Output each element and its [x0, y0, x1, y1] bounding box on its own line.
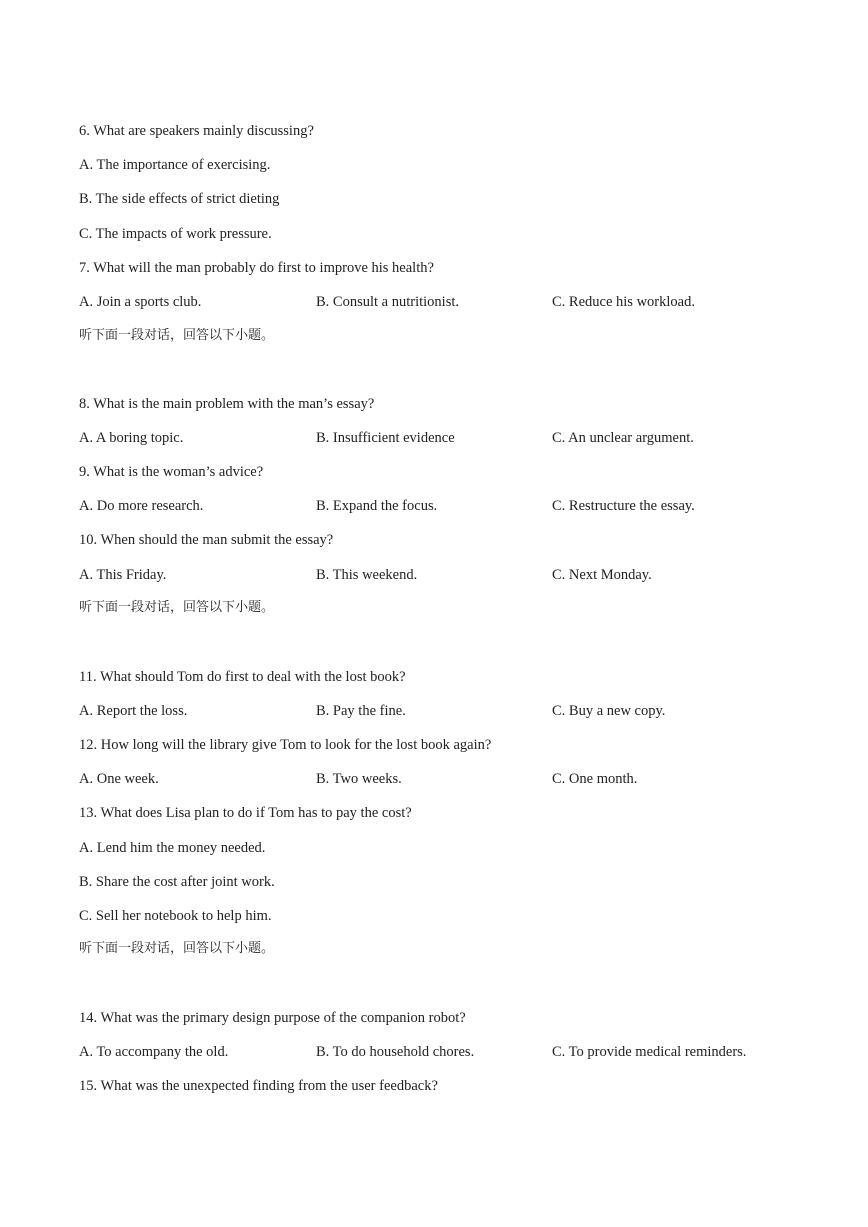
question-15: 15. What was the unexpected finding from the user feedback? [79, 1078, 438, 1094]
question-6: 6. What are speakers mainly discussing? [79, 123, 314, 139]
question-14-option-a: A. To accompany the old. [79, 1044, 229, 1060]
section-instruction: 听下面一段对话，回答以下小题。 [79, 328, 275, 343]
question-9-option-b: B. Expand the focus. [316, 498, 438, 514]
question-13: 13. What does Lisa plan to do if Tom has to pay the cost? [79, 805, 412, 821]
section-instruction: 听下面一段对话，回答以下小题。 [79, 600, 275, 615]
question-11-option-b: B. Pay the fine. [316, 703, 406, 719]
question-13-option-c: C. Sell her notebook to help him. [79, 908, 272, 924]
question-6-option-a: A. The importance of exercising. [79, 157, 271, 173]
question-8-option-b: B. Insufficient evidence [316, 430, 455, 446]
question-8-option-a: A. A boring topic. [79, 430, 184, 446]
question-9-option-c: C. Restructure the essay. [552, 498, 695, 514]
question-11-option-a: A. Report the loss. [79, 703, 188, 719]
question-10-option-b: B. This weekend. [316, 567, 418, 583]
question-9: 9. What is the woman’s advice? [79, 464, 264, 480]
question-10-option-c: C. Next Monday. [552, 567, 652, 583]
question-7-option-a: A. Join a sports club. [79, 294, 202, 310]
question-9-option-a: A. Do more research. [79, 498, 204, 514]
question-12-option-b: B. Two weeks. [316, 771, 402, 787]
question-11: 11. What should Tom do first to deal with the lost book? [79, 669, 406, 685]
question-13-option-b: B. Share the cost after joint work. [79, 874, 275, 890]
question-8: 8. What is the main problem with the man’s essay? [79, 396, 375, 412]
question-10: 10. When should the man submit the essay? [79, 532, 334, 548]
question-12-option-c: C. One month. [552, 771, 638, 787]
question-8-option-c: C. An unclear argument. [552, 430, 694, 446]
question-14-option-c: C. To provide medical reminders. [552, 1044, 747, 1060]
question-12: 12. How long will the library give Tom to look for the lost book again? [79, 737, 492, 753]
question-7: 7. What will the man probably do first to improve his health? [79, 260, 434, 276]
question-7-option-b: B. Consult a nutritionist. [316, 294, 459, 310]
question-7-option-c: C. Reduce his workload. [552, 294, 695, 310]
question-6-option-b: B. The side effects of strict dieting [79, 191, 280, 207]
question-11-option-c: C. Buy a new copy. [552, 703, 666, 719]
question-12-option-a: A. One week. [79, 771, 159, 787]
question-10-option-a: A. This Friday. [79, 567, 167, 583]
question-6-option-c: C. The impacts of work pressure. [79, 226, 272, 242]
section-instruction: 听下面一段对话，回答以下小题。 [79, 941, 275, 956]
question-14-option-b: B. To do household chores. [316, 1044, 475, 1060]
question-14: 14. What was the primary design purpose of the companion robot? [79, 1010, 466, 1026]
question-13-option-a: A. Lend him the money needed. [79, 840, 266, 856]
